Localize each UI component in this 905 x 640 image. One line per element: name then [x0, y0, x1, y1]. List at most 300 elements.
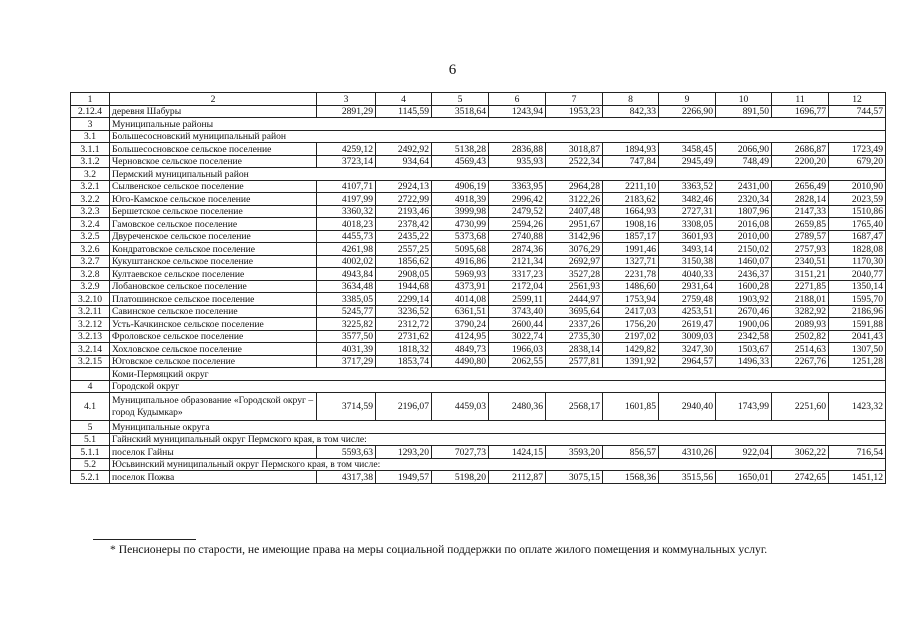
value-cell: 1460,07 — [716, 255, 772, 268]
value-cell: 2023,59 — [829, 193, 886, 206]
row-name: Гайнский муниципальный округ Пермского края, в том числе: — [110, 433, 886, 446]
value-cell: 1600,28 — [716, 280, 772, 293]
row-code: 3.1.1 — [71, 143, 110, 156]
row-name: Пермский муниципальный район — [110, 168, 886, 181]
value-cell: 2599,11 — [489, 293, 546, 306]
value-cell: 2266,90 — [659, 105, 716, 118]
value-cell: 2417,03 — [603, 305, 659, 318]
value-cell: 3151,21 — [772, 268, 829, 281]
value-cell: 1903,92 — [716, 293, 772, 306]
table-row — [71, 446, 886, 459]
table-row — [71, 193, 886, 206]
row-code: 5.2 — [71, 458, 110, 471]
page-number: 6 — [448, 62, 457, 78]
value-cell: 3308,05 — [659, 218, 716, 231]
value-cell: 3022,74 — [489, 330, 546, 343]
value-cell: 2514,63 — [772, 343, 829, 356]
value-cell: 4943,84 — [317, 268, 376, 281]
row-code: 3 — [71, 118, 110, 131]
value-cell: 2594,26 — [489, 218, 546, 231]
value-cell: 1687,47 — [829, 230, 886, 243]
row-code: 3.2.15 — [71, 355, 110, 368]
value-cell: 3723,14 — [317, 155, 376, 168]
value-cell: 4310,26 — [659, 446, 716, 459]
table-row — [71, 293, 886, 306]
value-cell: 2066,90 — [716, 143, 772, 156]
value-cell: 3527,28 — [546, 268, 603, 281]
header-cell: 6 — [489, 93, 546, 106]
value-cell: 3150,38 — [659, 255, 716, 268]
table-body — [71, 93, 886, 484]
value-cell: 2838,14 — [546, 343, 603, 356]
value-cell: 4002,02 — [317, 255, 376, 268]
value-cell: 1429,82 — [603, 343, 659, 356]
row-code — [71, 368, 110, 381]
value-cell: 2062,55 — [489, 355, 546, 368]
value-cell: 5245,77 — [317, 305, 376, 318]
value-cell: 2735,30 — [546, 330, 603, 343]
value-cell: 3282,92 — [772, 305, 829, 318]
value-cell: 1900,06 — [716, 318, 772, 331]
value-cell: 2121,34 — [489, 255, 546, 268]
table-row — [71, 205, 886, 218]
value-cell: 747,84 — [603, 155, 659, 168]
value-cell: 4317,38 — [317, 471, 376, 484]
value-cell: 2561,93 — [546, 280, 603, 293]
row-name: Лобановское сельское поселение — [110, 280, 317, 293]
value-cell: 4259,12 — [317, 143, 376, 156]
value-cell: 3790,24 — [432, 318, 489, 331]
value-cell: 1350,14 — [829, 280, 886, 293]
value-cell: 3142,96 — [546, 230, 603, 243]
value-cell: 3225,82 — [317, 318, 376, 331]
value-cell: 1664,93 — [603, 205, 659, 218]
value-cell: 5969,93 — [432, 268, 489, 281]
value-cell: 1391,92 — [603, 355, 659, 368]
value-cell: 2964,57 — [659, 355, 716, 368]
table-row — [71, 280, 886, 293]
value-cell: 2312,72 — [376, 318, 432, 331]
table-row — [71, 180, 886, 193]
value-cell: 2742,65 — [772, 471, 829, 484]
value-cell: 3363,52 — [659, 180, 716, 193]
value-cell: 4490,80 — [432, 355, 489, 368]
footnote: * Пенсионеры по старости, не имеющие права на меры социальной поддержки по оплате жилого помещения и коммунальных услуг. — [110, 543, 768, 556]
value-cell: 5198,20 — [432, 471, 489, 484]
value-cell: 4849,73 — [432, 343, 489, 356]
row-name: Сылвенское сельское поселение — [110, 180, 317, 193]
value-cell: 2727,31 — [659, 205, 716, 218]
value-cell: 3577,50 — [317, 330, 376, 343]
value-cell: 1743,99 — [716, 393, 772, 421]
value-cell: 679,20 — [829, 155, 886, 168]
row-code: 4.1 — [71, 393, 110, 421]
value-cell: 5373,68 — [432, 230, 489, 243]
row-code: 3.2.9 — [71, 280, 110, 293]
row-code: 5.1.1 — [71, 446, 110, 459]
value-cell: 4124,95 — [432, 330, 489, 343]
value-cell: 1650,01 — [716, 471, 772, 484]
value-cell: 2945,49 — [659, 155, 716, 168]
value-cell: 2670,46 — [716, 305, 772, 318]
value-cell: 2040,77 — [829, 268, 886, 281]
value-cell: 1601,85 — [603, 393, 659, 421]
value-cell: 2197,02 — [603, 330, 659, 343]
value-cell: 2231,78 — [603, 268, 659, 281]
value-cell: 2828,14 — [772, 193, 829, 206]
row-name: поселок Гайны — [110, 446, 317, 459]
value-cell: 4014,08 — [432, 293, 489, 306]
value-cell: 1818,32 — [376, 343, 432, 356]
value-cell: 2789,57 — [772, 230, 829, 243]
value-cell: 2931,64 — [659, 280, 716, 293]
value-cell: 3695,64 — [546, 305, 603, 318]
table-row — [71, 168, 886, 181]
value-cell: 2757,93 — [772, 243, 829, 256]
row-code: 3.2.8 — [71, 268, 110, 281]
value-cell: 1595,70 — [829, 293, 886, 306]
value-cell: 3518,64 — [432, 105, 489, 118]
value-cell: 4253,51 — [659, 305, 716, 318]
value-cell: 2924,13 — [376, 180, 432, 193]
value-cell: 3075,15 — [546, 471, 603, 484]
value-cell: 2686,87 — [772, 143, 829, 156]
value-cell: 4107,71 — [317, 180, 376, 193]
row-name: Городской округ — [110, 380, 886, 393]
table-row — [71, 458, 886, 471]
table-row — [71, 393, 886, 421]
value-cell: 2940,40 — [659, 393, 716, 421]
row-code: 2.12.4 — [71, 105, 110, 118]
value-cell: 1486,60 — [603, 280, 659, 293]
value-cell: 2436,37 — [716, 268, 772, 281]
table-row — [71, 255, 886, 268]
value-cell: 2299,14 — [376, 293, 432, 306]
row-name: Большесосновское сельское поселение — [110, 143, 317, 156]
table-row — [71, 318, 886, 331]
value-cell: 3122,26 — [546, 193, 603, 206]
value-cell: 1424,15 — [489, 446, 546, 459]
row-name: Муниципальные районы — [110, 118, 886, 131]
value-cell: 2522,34 — [546, 155, 603, 168]
footnote-divider — [93, 539, 196, 540]
value-cell: 748,49 — [716, 155, 772, 168]
header-cell: 10 — [716, 93, 772, 106]
row-code: 3.2.5 — [71, 230, 110, 243]
value-cell: 1828,08 — [829, 243, 886, 256]
value-cell: 4373,91 — [432, 280, 489, 293]
value-cell: 4906,19 — [432, 180, 489, 193]
value-cell: 2480,36 — [489, 393, 546, 421]
row-name: Юговское сельское поселение — [110, 355, 317, 368]
table-row — [71, 218, 886, 231]
value-cell: 2172,04 — [489, 280, 546, 293]
value-cell: 2740,88 — [489, 230, 546, 243]
value-cell: 2267,76 — [772, 355, 829, 368]
value-cell: 1145,59 — [376, 105, 432, 118]
value-cell: 2731,62 — [376, 330, 432, 343]
value-cell: 3363,95 — [489, 180, 546, 193]
value-cell: 4261,98 — [317, 243, 376, 256]
value-cell: 3601,93 — [659, 230, 716, 243]
value-cell: 2186,96 — [829, 305, 886, 318]
data-table-container — [70, 92, 885, 484]
value-cell: 1857,17 — [603, 230, 659, 243]
value-cell: 1243,94 — [489, 105, 546, 118]
table-row — [71, 230, 886, 243]
value-cell: 2836,88 — [489, 143, 546, 156]
value-cell: 2010,90 — [829, 180, 886, 193]
value-cell: 2692,97 — [546, 255, 603, 268]
row-name: Бершетское сельское поселение — [110, 205, 317, 218]
value-cell: 2577,81 — [546, 355, 603, 368]
header-cell: 9 — [659, 93, 716, 106]
table-row — [71, 305, 886, 318]
value-cell: 716,54 — [829, 446, 886, 459]
value-cell: 2908,05 — [376, 268, 432, 281]
row-code: 3.2.11 — [71, 305, 110, 318]
header-cell: 7 — [546, 93, 603, 106]
row-code: 3.2.12 — [71, 318, 110, 331]
value-cell: 2251,60 — [772, 393, 829, 421]
value-cell: 1966,03 — [489, 343, 546, 356]
value-cell: 1170,30 — [829, 255, 886, 268]
value-cell: 4918,39 — [432, 193, 489, 206]
value-cell: 2378,42 — [376, 218, 432, 231]
value-cell: 934,64 — [376, 155, 432, 168]
row-code: 3.2.10 — [71, 293, 110, 306]
value-cell: 1723,49 — [829, 143, 886, 156]
row-code: 3.2 — [71, 168, 110, 181]
row-name: Усть-Качкинское сельское поселение — [110, 318, 317, 331]
value-cell: 4455,73 — [317, 230, 376, 243]
value-cell: 2147,33 — [772, 205, 829, 218]
value-cell: 1756,20 — [603, 318, 659, 331]
value-cell: 3076,29 — [546, 243, 603, 256]
value-cell: 2320,34 — [716, 193, 772, 206]
value-cell: 2041,43 — [829, 330, 886, 343]
row-name: Гамовское сельское поселение — [110, 218, 317, 231]
value-cell: 3009,03 — [659, 330, 716, 343]
table-row — [71, 421, 886, 434]
value-cell: 1991,46 — [603, 243, 659, 256]
value-cell: 1908,16 — [603, 218, 659, 231]
value-cell: 3062,22 — [772, 446, 829, 459]
value-cell: 4459,03 — [432, 393, 489, 421]
value-cell: 1591,88 — [829, 318, 886, 331]
value-cell: 1293,20 — [376, 446, 432, 459]
value-cell: 1251,28 — [829, 355, 886, 368]
value-cell: 2891,29 — [317, 105, 376, 118]
row-name: Култаевское сельское поселение — [110, 268, 317, 281]
value-cell: 1807,96 — [716, 205, 772, 218]
table-row — [71, 105, 886, 118]
header-cell: 4 — [376, 93, 432, 106]
row-name: Муниципальное образование «Городской округ – город Кудымкар» — [110, 393, 317, 421]
value-cell: 935,93 — [489, 155, 546, 168]
table-row — [71, 368, 886, 381]
header-cell: 12 — [829, 93, 886, 106]
value-cell: 3999,98 — [432, 205, 489, 218]
row-name: Савинское сельское поселение — [110, 305, 317, 318]
value-cell: 2659,85 — [772, 218, 829, 231]
row-code: 5 — [71, 421, 110, 434]
value-cell: 2492,92 — [376, 143, 432, 156]
value-cell: 1856,62 — [376, 255, 432, 268]
value-cell: 842,33 — [603, 105, 659, 118]
value-cell: 2337,26 — [546, 318, 603, 331]
header-cell: 1 — [71, 93, 110, 106]
row-name: Кукуштанское сельское поселение — [110, 255, 317, 268]
value-cell: 2759,48 — [659, 293, 716, 306]
value-cell: 2016,08 — [716, 218, 772, 231]
value-cell: 2089,93 — [772, 318, 829, 331]
row-name: Фроловское сельское поселение — [110, 330, 317, 343]
value-cell: 2342,58 — [716, 330, 772, 343]
value-cell: 5095,68 — [432, 243, 489, 256]
value-cell: 4916,86 — [432, 255, 489, 268]
row-code: 3.2.1 — [71, 180, 110, 193]
value-cell: 3634,48 — [317, 280, 376, 293]
table-row — [71, 380, 886, 393]
row-name: Платошинское сельское поселение — [110, 293, 317, 306]
table-row — [71, 330, 886, 343]
row-name: Черновское сельское поселение — [110, 155, 317, 168]
value-cell: 1327,71 — [603, 255, 659, 268]
value-cell: 7027,73 — [432, 446, 489, 459]
table-row — [71, 130, 886, 143]
value-cell: 1765,40 — [829, 218, 886, 231]
value-cell: 2340,51 — [772, 255, 829, 268]
header-cell: 2 — [110, 93, 317, 106]
value-cell: 4018,23 — [317, 218, 376, 231]
row-code: 3.2.7 — [71, 255, 110, 268]
value-cell: 1510,86 — [829, 205, 886, 218]
table-row — [71, 268, 886, 281]
value-cell: 3018,87 — [546, 143, 603, 156]
value-cell: 1753,94 — [603, 293, 659, 306]
header-cell: 3 — [317, 93, 376, 106]
header-cell: 8 — [603, 93, 659, 106]
header-cell: 5 — [432, 93, 489, 106]
row-code: 5.1 — [71, 433, 110, 446]
row-name: Большесосновский муниципальный район — [110, 130, 886, 143]
table-row — [71, 471, 886, 484]
table-row — [71, 343, 886, 356]
value-cell: 4730,99 — [432, 218, 489, 231]
row-code: 3.1 — [71, 130, 110, 143]
value-cell: 1568,36 — [603, 471, 659, 484]
value-cell: 2407,48 — [546, 205, 603, 218]
table-row — [71, 143, 886, 156]
value-cell: 4197,99 — [317, 193, 376, 206]
value-cell: 2150,02 — [716, 243, 772, 256]
value-cell: 6361,51 — [432, 305, 489, 318]
value-cell: 891,50 — [716, 105, 772, 118]
row-name: деревня Шабуры — [110, 105, 317, 118]
value-cell: 2502,82 — [772, 330, 829, 343]
value-cell: 922,04 — [716, 446, 772, 459]
table-row — [71, 355, 886, 368]
row-name: Хохловское сельское поселение — [110, 343, 317, 356]
value-cell: 5593,63 — [317, 446, 376, 459]
value-cell: 3458,45 — [659, 143, 716, 156]
value-cell: 4040,33 — [659, 268, 716, 281]
value-cell: 3717,29 — [317, 355, 376, 368]
value-cell: 2479,52 — [489, 205, 546, 218]
value-cell: 2444,97 — [546, 293, 603, 306]
table-row — [71, 155, 886, 168]
table-row — [71, 433, 886, 446]
value-cell: 4031,39 — [317, 343, 376, 356]
value-cell: 2431,00 — [716, 180, 772, 193]
value-cell: 2183,62 — [603, 193, 659, 206]
row-code: 3.2.2 — [71, 193, 110, 206]
value-cell: 2435,22 — [376, 230, 432, 243]
value-cell: 4569,43 — [432, 155, 489, 168]
value-cell: 744,57 — [829, 105, 886, 118]
value-cell: 1307,50 — [829, 343, 886, 356]
value-cell: 2557,25 — [376, 243, 432, 256]
value-cell: 3247,30 — [659, 343, 716, 356]
value-cell: 2964,28 — [546, 180, 603, 193]
row-name: Коми-Пермяцкий округ — [110, 368, 886, 381]
value-cell: 3593,20 — [546, 446, 603, 459]
value-cell: 2188,01 — [772, 293, 829, 306]
value-cell: 1949,57 — [376, 471, 432, 484]
value-cell: 1953,23 — [546, 105, 603, 118]
row-code: 3.2.3 — [71, 205, 110, 218]
row-name: поселок Пожва — [110, 471, 317, 484]
value-cell: 3360,32 — [317, 205, 376, 218]
value-cell: 1451,12 — [829, 471, 886, 484]
row-name: Кондратовское сельское поселение — [110, 243, 317, 256]
value-cell: 2200,20 — [772, 155, 829, 168]
row-code: 3.2.13 — [71, 330, 110, 343]
row-code: 3.2.4 — [71, 218, 110, 231]
value-cell: 3714,59 — [317, 393, 376, 421]
value-cell: 3317,23 — [489, 268, 546, 281]
data-table — [70, 92, 886, 484]
value-cell: 2010,00 — [716, 230, 772, 243]
value-cell: 3385,05 — [317, 293, 376, 306]
value-cell: 2112,87 — [489, 471, 546, 484]
value-cell: 1423,32 — [829, 393, 886, 421]
header-cell: 11 — [772, 93, 829, 106]
row-code: 3.1.2 — [71, 155, 110, 168]
value-cell: 5138,28 — [432, 143, 489, 156]
value-cell: 2874,36 — [489, 243, 546, 256]
value-cell: 2196,07 — [376, 393, 432, 421]
value-cell: 2568,17 — [546, 393, 603, 421]
value-cell: 2619,47 — [659, 318, 716, 331]
value-cell: 3482,46 — [659, 193, 716, 206]
row-code: 4 — [71, 380, 110, 393]
row-code: 3.2.14 — [71, 343, 110, 356]
value-cell: 2600,44 — [489, 318, 546, 331]
row-code: 3.2.6 — [71, 243, 110, 256]
value-cell: 1496,33 — [716, 355, 772, 368]
value-cell: 2193,46 — [376, 205, 432, 218]
value-cell: 1894,93 — [603, 143, 659, 156]
value-cell: 2211,10 — [603, 180, 659, 193]
value-cell: 1944,68 — [376, 280, 432, 293]
value-cell: 1503,67 — [716, 343, 772, 356]
value-cell: 2996,42 — [489, 193, 546, 206]
table-row — [71, 118, 886, 131]
value-cell: 3493,14 — [659, 243, 716, 256]
table-row — [71, 243, 886, 256]
